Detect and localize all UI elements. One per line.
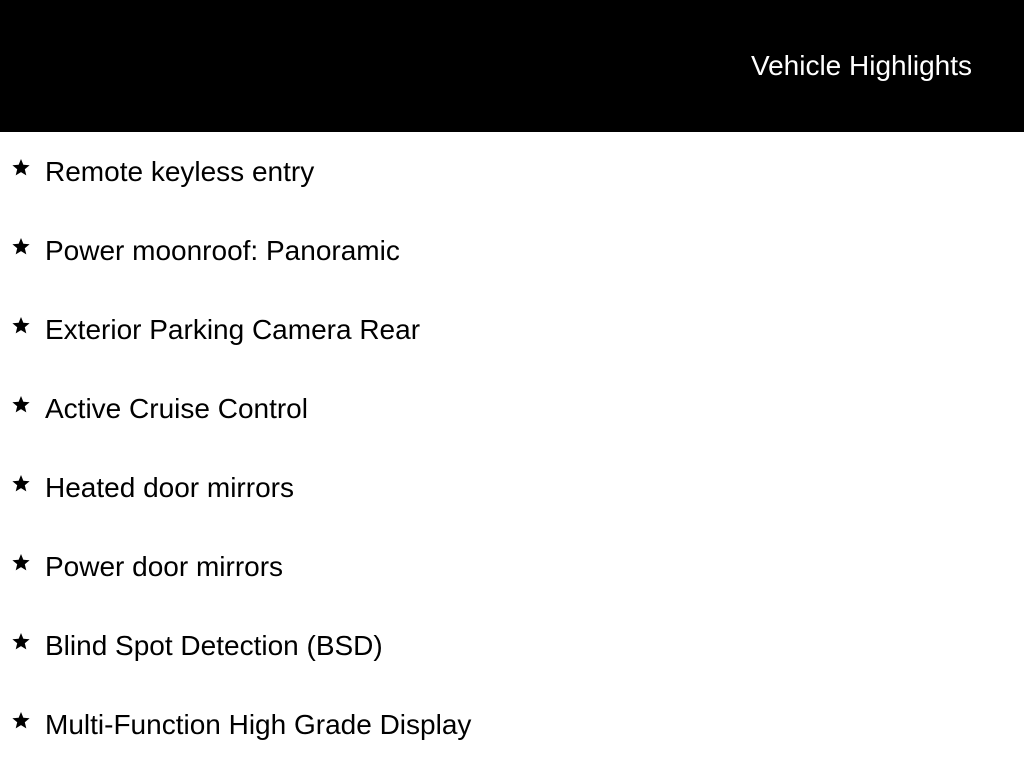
star-icon [11, 237, 31, 257]
star-icon [11, 158, 31, 178]
highlight-label: Exterior Parking Camera Rear [45, 314, 421, 345]
highlight-label: Active Cruise Control [45, 393, 308, 424]
list-item [0, 527, 1024, 606]
star-icon [11, 474, 31, 494]
star-icon [11, 632, 31, 652]
list-item [0, 448, 1024, 527]
star-icon [11, 316, 31, 336]
header-bar [0, 0, 1024, 132]
list-item [0, 685, 1024, 764]
star-icon [11, 711, 31, 731]
highlight-label: Power door mirrors [45, 551, 284, 582]
star-icon [11, 395, 31, 415]
highlight-label: Power moonroof: Panoramic [45, 235, 400, 266]
list-item [0, 290, 1024, 369]
star-icon [11, 553, 31, 573]
highlight-label: Multi-Function High Grade Display [45, 709, 472, 740]
vehicle-highlights-list [0, 132, 1024, 764]
list-item [0, 132, 1024, 211]
list-item [0, 606, 1024, 685]
highlight-label: Heated door mirrors [45, 472, 294, 503]
list-item [0, 211, 1024, 290]
highlight-label: Remote keyless entry [45, 156, 315, 187]
list-item [0, 369, 1024, 448]
highlight-label: Blind Spot Detection (BSD) [45, 630, 383, 661]
page-title: Vehicle Highlights [750, 50, 972, 81]
